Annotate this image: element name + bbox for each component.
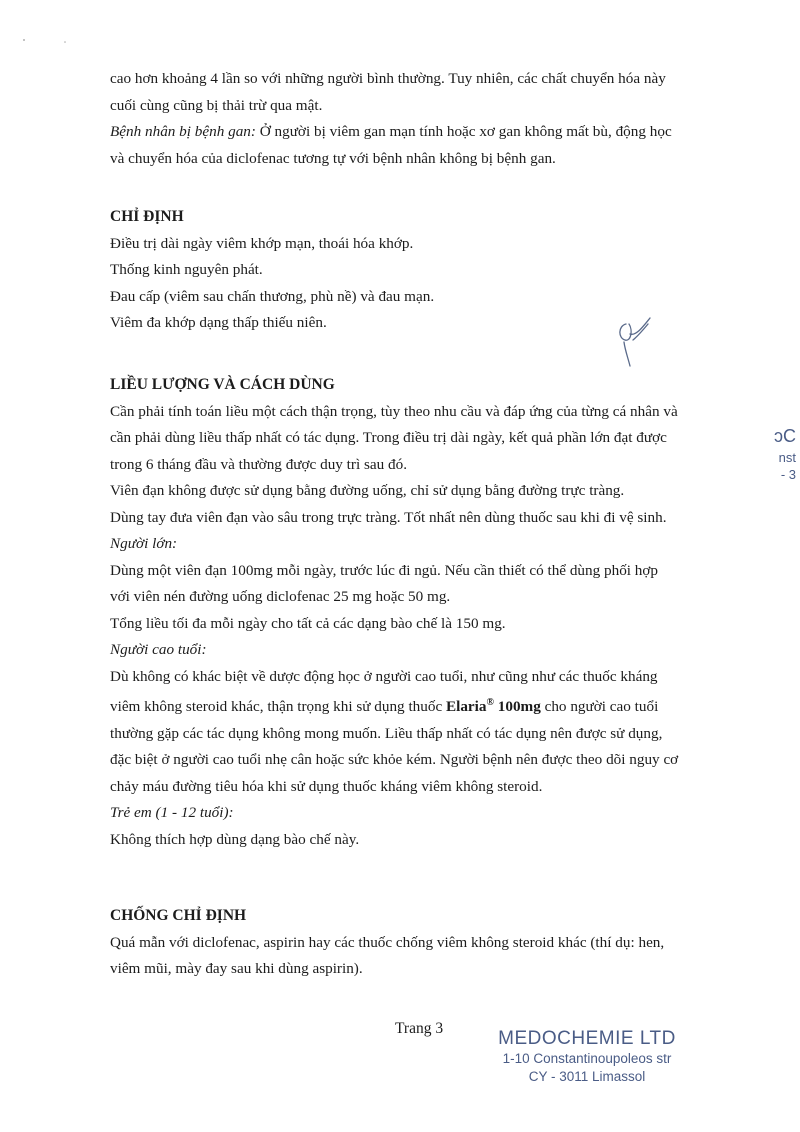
margin-fragment-2: nst xyxy=(778,450,796,465)
adults-line: Tổng liều tối đa mỗi ngày cho tất cả các dạng bào chế là 150 mg. xyxy=(110,614,506,632)
speck xyxy=(64,41,66,43)
dosage-general-line: Cần phải tính toán liều một cách thận trọng, tùy theo nhu cầu và đáp ứng của từng cá nhân và xyxy=(110,402,678,420)
liver-label: Bệnh nhân bị bệnh gan: xyxy=(110,123,256,140)
elderly-line: thường gặp các tác dụng không mong muốn. Liều thấp nhất có tác dụng nên được sử dụng, xyxy=(110,724,663,742)
elderly-label: Người cao tuổi: xyxy=(110,641,207,658)
dosage-general-line: cần phải dùng liều thấp nhất có tác dụng. Trong điều trị dài ngày, kết quả phần lớn đạt được xyxy=(110,429,667,446)
adults-line: Dùng một viên đạn 100mg mỗi ngày, trước lúc đi ngủ. Nếu cần thiết có thể dùng phối hợp xyxy=(110,561,659,579)
dosage-section xyxy=(110,372,730,853)
children-line: Không thích hợp dùng dạng bào chế này. xyxy=(110,830,360,848)
indications-heading: CHỈ ĐỊNH xyxy=(110,208,184,225)
margin-fragment-3: - 3 xyxy=(780,467,796,482)
brand-name: Elaria xyxy=(445,698,487,715)
elderly-line: đặc biệt ở người cao tuổi nhẹ cân hoặc sức khỏe kém. Người bệnh nên được theo dõi nguy cơ xyxy=(110,751,679,768)
elderly-line-1: Dù không có khác biệt về dược động học ở người cao tuổi, như cũng như các thuốc kháng xyxy=(110,667,658,685)
indication-item: Viêm đa khớp dạng thấp thiếu niên. xyxy=(110,314,327,331)
stamp-company: MEDOCHEMIE LTD xyxy=(498,1028,676,1049)
elderly-line: chảy máu đường tiêu hóa khi sử dụng thuốc kháng viêm không steroid. xyxy=(110,777,543,795)
stamp-address-2: CY - 3011 Limassol xyxy=(528,1069,646,1084)
handwritten-signature xyxy=(612,312,662,370)
indication-item: Điều trị dài ngày viêm khớp mạn, thoái hóa khớp. xyxy=(110,234,414,252)
indication-item: Đau cấp (viêm sau chấn thương, phù nề) và đau mạn. xyxy=(110,287,435,305)
elderly-line-2-post: cho người cao tuổi xyxy=(540,698,659,715)
registered-mark: ® xyxy=(486,697,494,708)
dosage-general-line: trong 6 tháng đầu và thường được duy trì sau đó. xyxy=(110,455,407,473)
contraindications-heading: CHỐNG CHỈ ĐỊNH xyxy=(110,907,247,924)
speck xyxy=(23,39,25,41)
dosage-general-line: Dùng tay đưa viên đạn vào sâu trong trực tràng. Tốt nhất nên dùng thuốc sau khi đi vệ sinh. xyxy=(110,508,667,526)
adults-label: Người lớn: xyxy=(110,535,178,552)
indication-item: Thống kinh nguyên phát. xyxy=(110,261,263,278)
elderly-line-2-pre: viêm không steroid khác, thận trọng khi sử dụng thuốc xyxy=(110,698,446,715)
brand-dose: 100mg xyxy=(493,698,541,715)
liver-paragraph xyxy=(110,119,730,146)
intro-line-1: cao hơn khoảng 4 lần so với những người bình thường. Tuy nhiên, các chất chuyển hóa này xyxy=(110,70,666,87)
dosage-general-line: Viên đạn không được sử dụng bằng đường uống, chỉ sử dụng bằng đường trực tràng. xyxy=(110,482,625,499)
margin-fragment-1: ɔC xyxy=(774,426,796,446)
adults-line: với viên nén đường uống diclofenac 25 mg hoặc 50 mg. xyxy=(110,588,451,605)
children-label: Trẻ em (1 - 12 tuổi): xyxy=(110,804,234,821)
intro-section xyxy=(110,66,730,172)
liver-line-2: và chuyển hóa của diclofenac tương tự với bệnh nhân không bị bệnh gan. xyxy=(110,149,556,167)
company-stamp xyxy=(497,1028,677,1086)
contraindications-line-1: Quá mẫn với diclofenac, aspirin hay các thuốc chống viêm không steroid khác (thí dụ: hen, xyxy=(110,933,665,951)
liver-text-1: Ở người bị viêm gan mạn tính hoặc xơ gan không mất bù, động học xyxy=(255,123,672,140)
dosage-heading: LIỀU LƯỢNG VÀ CÁCH DÙNG xyxy=(110,376,335,393)
contraindications-section xyxy=(110,903,730,983)
page-number: Trang 3 xyxy=(395,1020,444,1037)
stamp-address-1: 1-10 Constantinoupoleos str xyxy=(502,1051,672,1066)
elderly-line-2 xyxy=(110,690,730,721)
intro-line-2: cuối cùng cũng bị thải trừ qua mật. xyxy=(110,96,323,114)
contraindications-line-2: viêm mũi, mày đay sau khi dùng aspirin). xyxy=(110,960,363,977)
